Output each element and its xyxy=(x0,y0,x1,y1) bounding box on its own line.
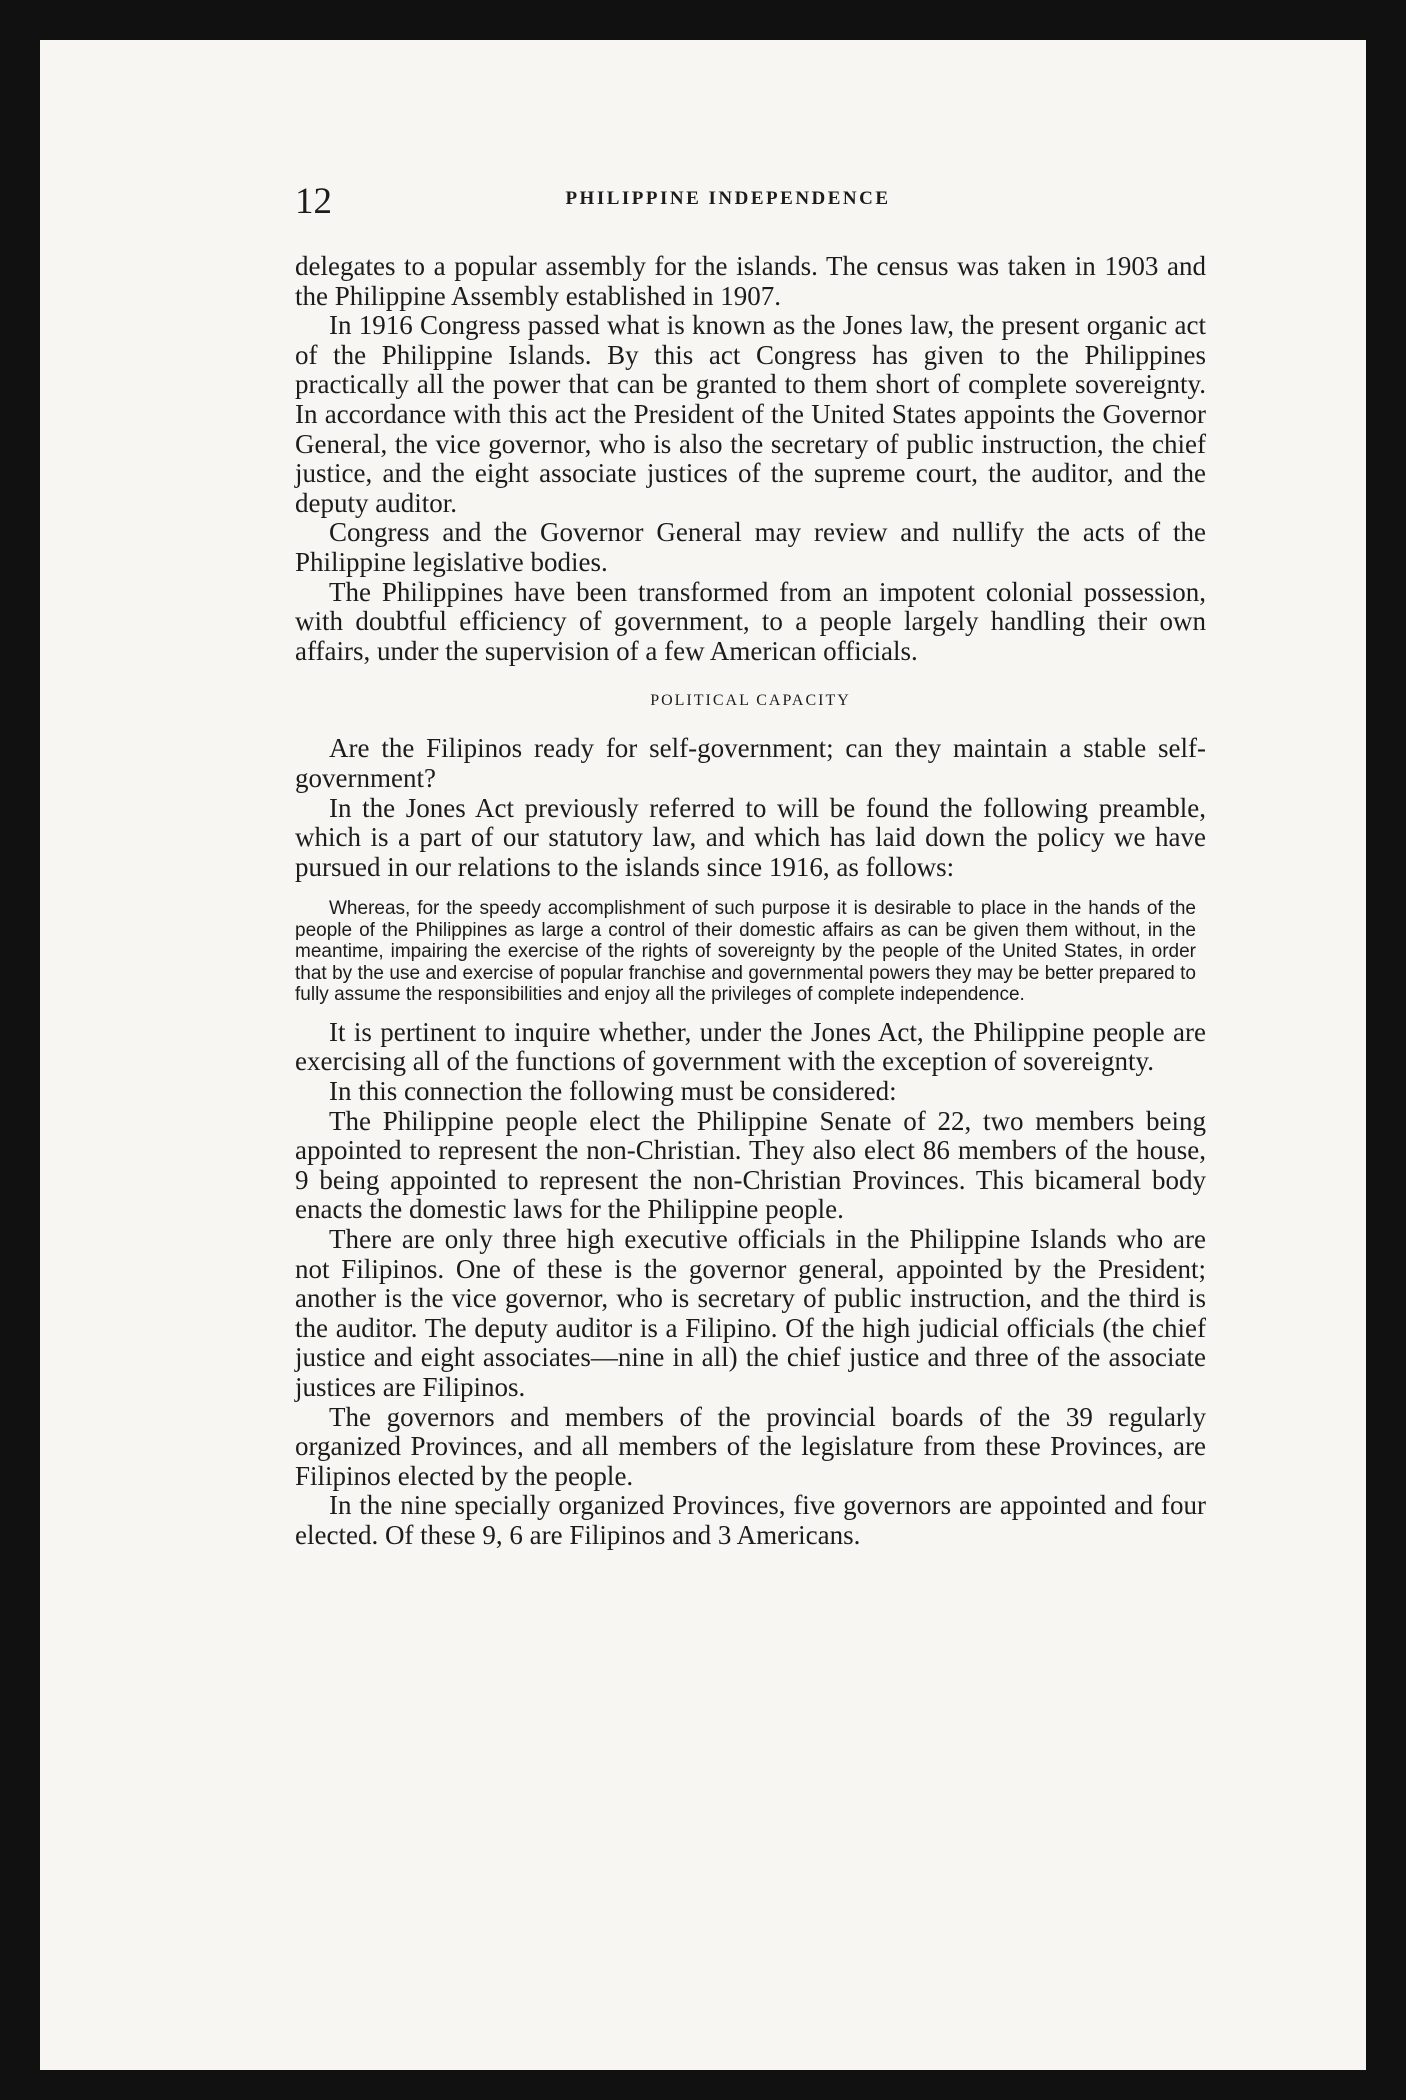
paragraph: The Philippine people elect the Philippine Senate of 22, two members being appointed to represent the non-Christian. They also elect 86 members of the house, 9 being appointed to represent the non-Christian Provinces. This bicameral body enacts the domestic laws for the Philippine people. xyxy=(295,1105,1206,1225)
scanned-page xyxy=(40,40,1366,2070)
paragraph: Are the Filipinos ready for self-government; can they maintain a stable self-government? xyxy=(295,733,1206,793)
paragraph: In 1916 Congress passed what is known as the Jones law, the present organic act of the Philippine Islands. By this act Congress has given to the Philippines practically all the power that can be granted to them short of complete sovereignty. In accordance with this act the President of the United States appoints the Governor General, the vice governor, who is also the secretary of public instruction, the chief justice, and the eight associate justices of the supreme court, the auditor, and the deputy auditor. xyxy=(295,310,1206,518)
page-number: 12 xyxy=(295,181,332,222)
paragraph: The Philippines have been transformed from an impotent colonial possession, with doubtful efficiency of government, to a people largely handling their own affairs, under the supervision of a few American officials. xyxy=(295,576,1206,666)
paragraph: The governors and members of the provincial boards of the 39 regularly organized Provinces, and all members of the legislature from these Provinces, are Filipinos elected by the people. xyxy=(295,1401,1206,1491)
paragraph: There are only three high executive officials in the Philippine Islands who are not Filipinos. One of these is the governor general, appointed by the President; another is the vice governor, who is secretary of public instruction, and the third is the auditor. The deputy auditor is a Filipino. Of the high judicial officials (the chief justice and eight associates—nine in all) the chief justice and three of the associate justices are Filipinos. xyxy=(295,1223,1206,1402)
paragraph: In the Jones Act previously referred to will be found the following preamble, which is a part of our statutory law, and which has laid down the policy we have pursued in our relations to the islands since 1916, as follows: xyxy=(295,792,1206,882)
paragraph: Congress and the Governor General may review and nullify the acts of the Philippine legislative bodies. xyxy=(295,517,1206,577)
body-text xyxy=(250,252,1206,1550)
running-head xyxy=(250,180,1206,240)
block-quote: Whereas, for the speedy accomplishment of such purpose it is desirable to place in the hands of the people of the Philippines as large a control of their domestic affairs as can be given them without, in the meantime, impairing the exercise of the rights of sovereignty by the people of the United States, in order that by the use and exercise of popular franchise and governmental powers they may be better prepared to fully assume the responsibilities and enjoy all the privileges of complete independence. xyxy=(295,898,1196,1006)
section-heading: POLITICAL CAPACITY xyxy=(650,692,851,710)
paragraph: In the nine specially organized Provinces, five governors are appointed and four elected. Of these 9, 6 are Filipinos and 3 Americans. xyxy=(295,1490,1206,1550)
paragraph: It is pertinent to inquire whether, under the Jones Act, the Philippine people are exercising all of the functions of government with the exception of sovereignty. xyxy=(295,1016,1206,1077)
header-title: PHILIPPINE INDEPENDENCE xyxy=(565,188,891,209)
paragraph: In this connection the following must be considered: xyxy=(329,1075,897,1106)
text-column xyxy=(250,180,1206,1550)
paragraph: delegates to a popular assembly for the islands. The census was taken in 1903 and the Philippine Assembly established in 1907. xyxy=(295,251,1206,311)
